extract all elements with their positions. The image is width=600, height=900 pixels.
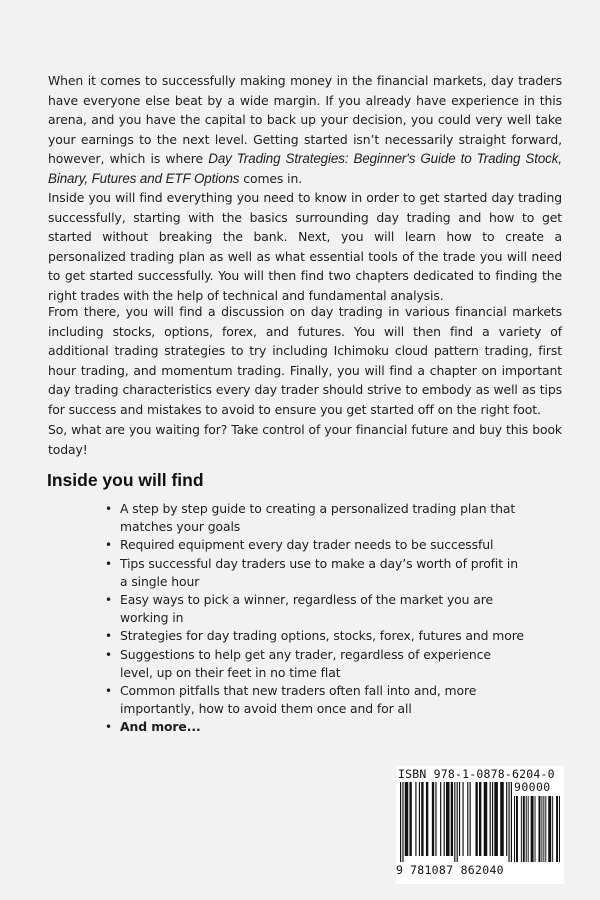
bullet-dot-icon: • bbox=[105, 593, 112, 608]
feature-bullet-text: Common pitfalls that new traders often fall into and, more importantly, how to avoid them once and for all bbox=[120, 683, 477, 717]
feature-bullet-item bbox=[104, 555, 524, 591]
barcode-bar bbox=[514, 796, 515, 862]
barcode-bar bbox=[492, 782, 493, 856]
barcode-bar bbox=[435, 782, 436, 856]
bullet-dot-icon: • bbox=[105, 538, 112, 553]
barcode-bar bbox=[479, 782, 481, 856]
barcode-bar bbox=[467, 782, 468, 856]
barcode-bar bbox=[421, 782, 423, 856]
ean13-barcode-bars bbox=[400, 782, 512, 862]
barcode-bar bbox=[521, 796, 522, 862]
feature-bullet-text: Easy ways to pick a winner, regardless of the market you are working in bbox=[120, 592, 493, 626]
paragraph-1-text-start: When it comes to successfully making money in the financial markets, day traders have everyone else beat by a wide margin. If you already have experience in this arena, and you have the capital to back up your decision, you could very well take your earnings to the next level. Getting started isn’t necessarily straight forward, however, which is where bbox=[48, 73, 562, 166]
bullet-dot-icon: • bbox=[105, 629, 112, 644]
feature-bullet-text: Strategies for day trading options, stocks, forex, futures and more bbox=[120, 628, 524, 644]
barcode-bar bbox=[511, 782, 512, 862]
inside-heading: Inside you will find bbox=[47, 470, 204, 490]
barcode-bar bbox=[440, 782, 441, 856]
barcode-bar bbox=[484, 782, 488, 856]
barcode-bar bbox=[535, 796, 536, 862]
barcode-bar bbox=[454, 782, 455, 862]
barcode-bar bbox=[559, 796, 560, 862]
barcode-bar bbox=[543, 796, 544, 862]
description-paragraph-3: From there, you will find a discussion on day trading in various financial markets including stocks, options, forex, and futures. You will then find a variety of additional trading strategies to try including Ichimoku cloud pattern trading, first hour trading, and momentum trading. Finally, you will find a chapter on important day trading characteristics every day trader should strive to embody as well as tips for success and mistakes to avoid to ensure you get started off on the right foot. bbox=[48, 304, 562, 417]
bullet-dot-icon: • bbox=[105, 502, 112, 516]
barcode-bar bbox=[409, 782, 411, 856]
barcode-bar bbox=[470, 782, 471, 856]
feature-bullet-item bbox=[104, 646, 524, 682]
barcode-bar bbox=[528, 796, 529, 862]
barcode-bar bbox=[531, 796, 534, 862]
paragraph-1-text-end: comes in. bbox=[239, 170, 303, 186]
isbn-label: ISBN 978-1-0878-6204-0 bbox=[398, 767, 555, 781]
description-paragraph-1 bbox=[48, 71, 562, 188]
feature-bullet-item bbox=[104, 718, 524, 736]
description-paragraph-4: So, what are you waiting for? Take control of your financial future and buy this book today! bbox=[48, 422, 562, 457]
price-code: 90000 bbox=[514, 780, 551, 794]
barcode-bar bbox=[508, 782, 509, 862]
barcode-bar bbox=[444, 782, 445, 856]
barcode-bar bbox=[556, 796, 558, 862]
barcode-bar bbox=[400, 782, 401, 862]
feature-bullet-text: Tips successful day traders use to make a day’s worth of profit in a single hour bbox=[120, 555, 518, 589]
barcode-bar bbox=[500, 782, 504, 856]
barcode-bar bbox=[490, 782, 491, 856]
barcode-bar bbox=[446, 782, 450, 856]
feature-bullet-item bbox=[104, 500, 524, 536]
feature-bullet-text: Required equipment every day trader needs to be successful bbox=[120, 537, 494, 553]
barcode-bar bbox=[541, 796, 542, 862]
description-paragraph-2: Inside you will find everything you need to know in order to get started day trading successfully, starting with the basics surrounding day trading and how to get started without breaking the bank. Next, you will learn how to create a personalized trading plan as well as what essential tools of the trade you will need to get started successfully. You will then find two chapters dedicated to finding the right trades with the help of technical and fundamental analysis. bbox=[48, 190, 562, 303]
barcode-bar bbox=[432, 782, 434, 856]
bullet-dot-icon: • bbox=[105, 720, 112, 735]
barcode-bar bbox=[548, 796, 551, 862]
barcode-bar bbox=[545, 796, 546, 862]
barcode-bar bbox=[523, 796, 525, 862]
barcode-bar bbox=[402, 782, 403, 862]
barcode-bar bbox=[457, 782, 458, 862]
book-title-italic: Day Trading Strategies: Beginner's Guide to Trading Stock, Binary, Futures and ETF Options bbox=[48, 151, 562, 186]
isbn-barcode bbox=[396, 766, 564, 884]
barcode-bar bbox=[462, 782, 463, 856]
bullet-dot-icon: • bbox=[105, 556, 112, 571]
feature-bullet-item bbox=[104, 536, 524, 554]
barcode-bar bbox=[419, 782, 420, 856]
barcode-bar bbox=[459, 782, 460, 856]
bullet-dot-icon: • bbox=[105, 647, 112, 662]
feature-bullet-item bbox=[104, 627, 524, 645]
addon-barcode-bars bbox=[514, 796, 560, 862]
barcode-bar bbox=[538, 796, 540, 862]
barcode-digits: 781087 862040 bbox=[410, 863, 504, 877]
barcode-bar bbox=[475, 782, 477, 856]
barcode-bar bbox=[526, 796, 527, 862]
barcode-bar bbox=[494, 782, 498, 856]
feature-bullet-text: Suggestions to help get any trader, regardless of experience level, up on their feet in no time flat bbox=[120, 646, 491, 680]
barcode-bar bbox=[415, 782, 416, 856]
barcode-bar bbox=[552, 796, 553, 862]
barcode-bar bbox=[405, 782, 409, 856]
feature-bullet-text: And more... bbox=[120, 719, 201, 735]
barcode-bar bbox=[451, 782, 453, 856]
barcode-bar bbox=[516, 796, 518, 862]
feature-bullet-item bbox=[104, 682, 524, 718]
feature-bullet-item bbox=[104, 591, 524, 627]
feature-bullet-text: A step by step guide to creating a personalized trading plan that matches your goals bbox=[120, 501, 516, 535]
bullet-dot-icon: • bbox=[105, 684, 112, 699]
barcode-first-digit: 9 bbox=[396, 863, 403, 877]
feature-bullet-list bbox=[104, 500, 524, 737]
barcode-bar bbox=[426, 782, 428, 856]
barcode-bar bbox=[506, 782, 507, 856]
